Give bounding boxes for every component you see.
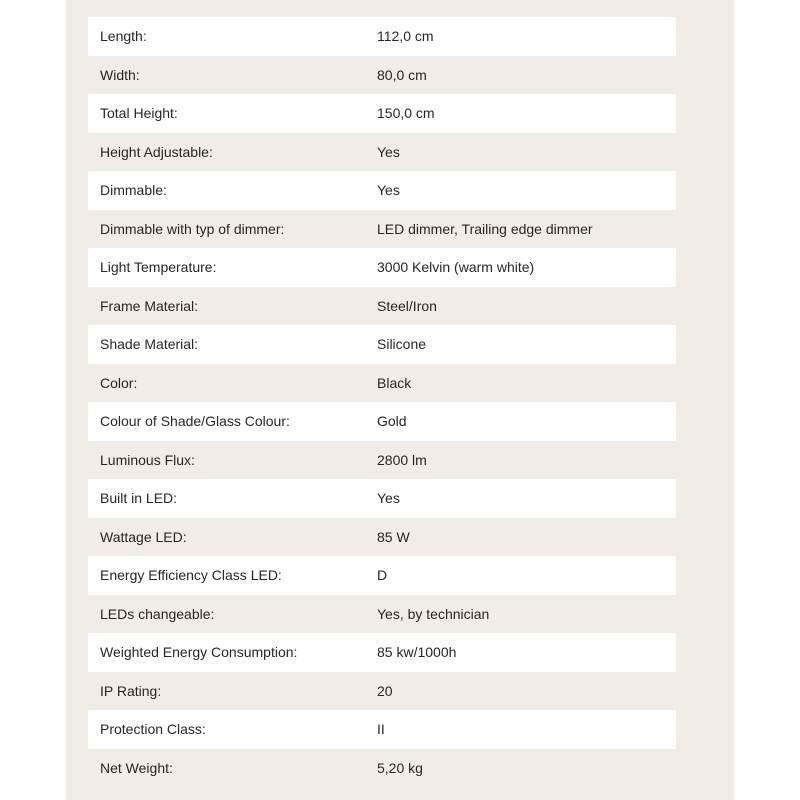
spec-panel — [66, 0, 734, 800]
spec-label: LEDs changeable: — [100, 605, 215, 622]
spec-value: Silicone — [377, 336, 427, 353]
spec-row-leds-changeable — [88, 595, 676, 634]
spec-value: 85 kw/1000h — [377, 644, 457, 661]
spec-label: Dimmable with typ of dimmer: — [100, 220, 285, 237]
spec-value: LED dimmer, Trailing edge dimmer — [377, 220, 593, 237]
spec-label: Net Weight: — [100, 759, 173, 776]
spec-row-length — [88, 17, 676, 56]
spec-value: Yes — [377, 490, 400, 507]
spec-label: Wattage LED: — [100, 528, 187, 545]
spec-label: Color: — [100, 374, 138, 391]
spec-row-shade-colour — [88, 402, 676, 441]
spec-label: Shade Material: — [100, 336, 199, 353]
spec-value: 20 — [377, 682, 393, 699]
spec-value: Yes, by technician — [377, 605, 490, 622]
spec-row-energy-class — [88, 556, 676, 595]
spec-value: Gold — [377, 413, 407, 430]
spec-row-shade-material — [88, 325, 676, 364]
spec-row-ip-rating — [88, 672, 676, 711]
spec-label: Luminous Flux: — [100, 451, 195, 468]
spec-label: Protection Class: — [100, 721, 206, 738]
spec-row-total-height — [88, 94, 676, 133]
spec-row-dimmer-type — [88, 210, 676, 249]
spec-label: Dimmable: — [100, 182, 167, 199]
spec-value: 80,0 cm — [377, 66, 427, 83]
spec-value: 5,20 kg — [377, 759, 423, 776]
spec-row-light-temperature — [88, 248, 676, 287]
spec-value: 2800 lm — [377, 451, 427, 468]
spec-row-color — [88, 364, 676, 403]
spec-row-width — [88, 56, 676, 95]
spec-value: Yes — [377, 143, 400, 160]
spec-row-built-in-led — [88, 479, 676, 518]
spec-row-net-weight — [88, 749, 676, 788]
spec-label: IP Rating: — [100, 682, 162, 699]
spec-label: Width: — [100, 66, 140, 83]
spec-row-frame-material — [88, 287, 676, 326]
spec-label: Built in LED: — [100, 490, 178, 507]
spec-row-wattage-led — [88, 518, 676, 557]
spec-label: Colour of Shade/Glass Colour: — [100, 413, 290, 430]
spec-row-energy-consumption — [88, 633, 676, 672]
spec-label: Energy Efficiency Class LED: — [100, 567, 282, 584]
spec-row-height-adjustable — [88, 133, 676, 172]
spec-value: Steel/Iron — [377, 297, 437, 314]
spec-value: 150,0 cm — [377, 105, 435, 122]
spec-label: Length: — [100, 28, 147, 45]
spec-label: Frame Material: — [100, 297, 199, 314]
spec-table — [88, 17, 676, 787]
spec-label: Weighted Energy Consumption: — [100, 644, 298, 661]
spec-value: 112,0 cm — [377, 28, 434, 45]
spec-row-protection-class — [88, 710, 676, 749]
spec-row-dimmable — [88, 171, 676, 210]
spec-row-luminous-flux — [88, 441, 676, 480]
spec-label: Total Height: — [100, 105, 178, 122]
spec-value: Yes — [377, 182, 400, 199]
spec-label: Height Adjustable: — [100, 143, 213, 160]
spec-label: Light Temperature: — [100, 259, 217, 276]
spec-value: Black — [377, 374, 412, 391]
spec-value: II — [377, 721, 385, 738]
spec-value: 3000 Kelvin (warm white) — [377, 259, 535, 276]
spec-value: D — [377, 567, 388, 584]
spec-value: 85 W — [377, 528, 410, 545]
